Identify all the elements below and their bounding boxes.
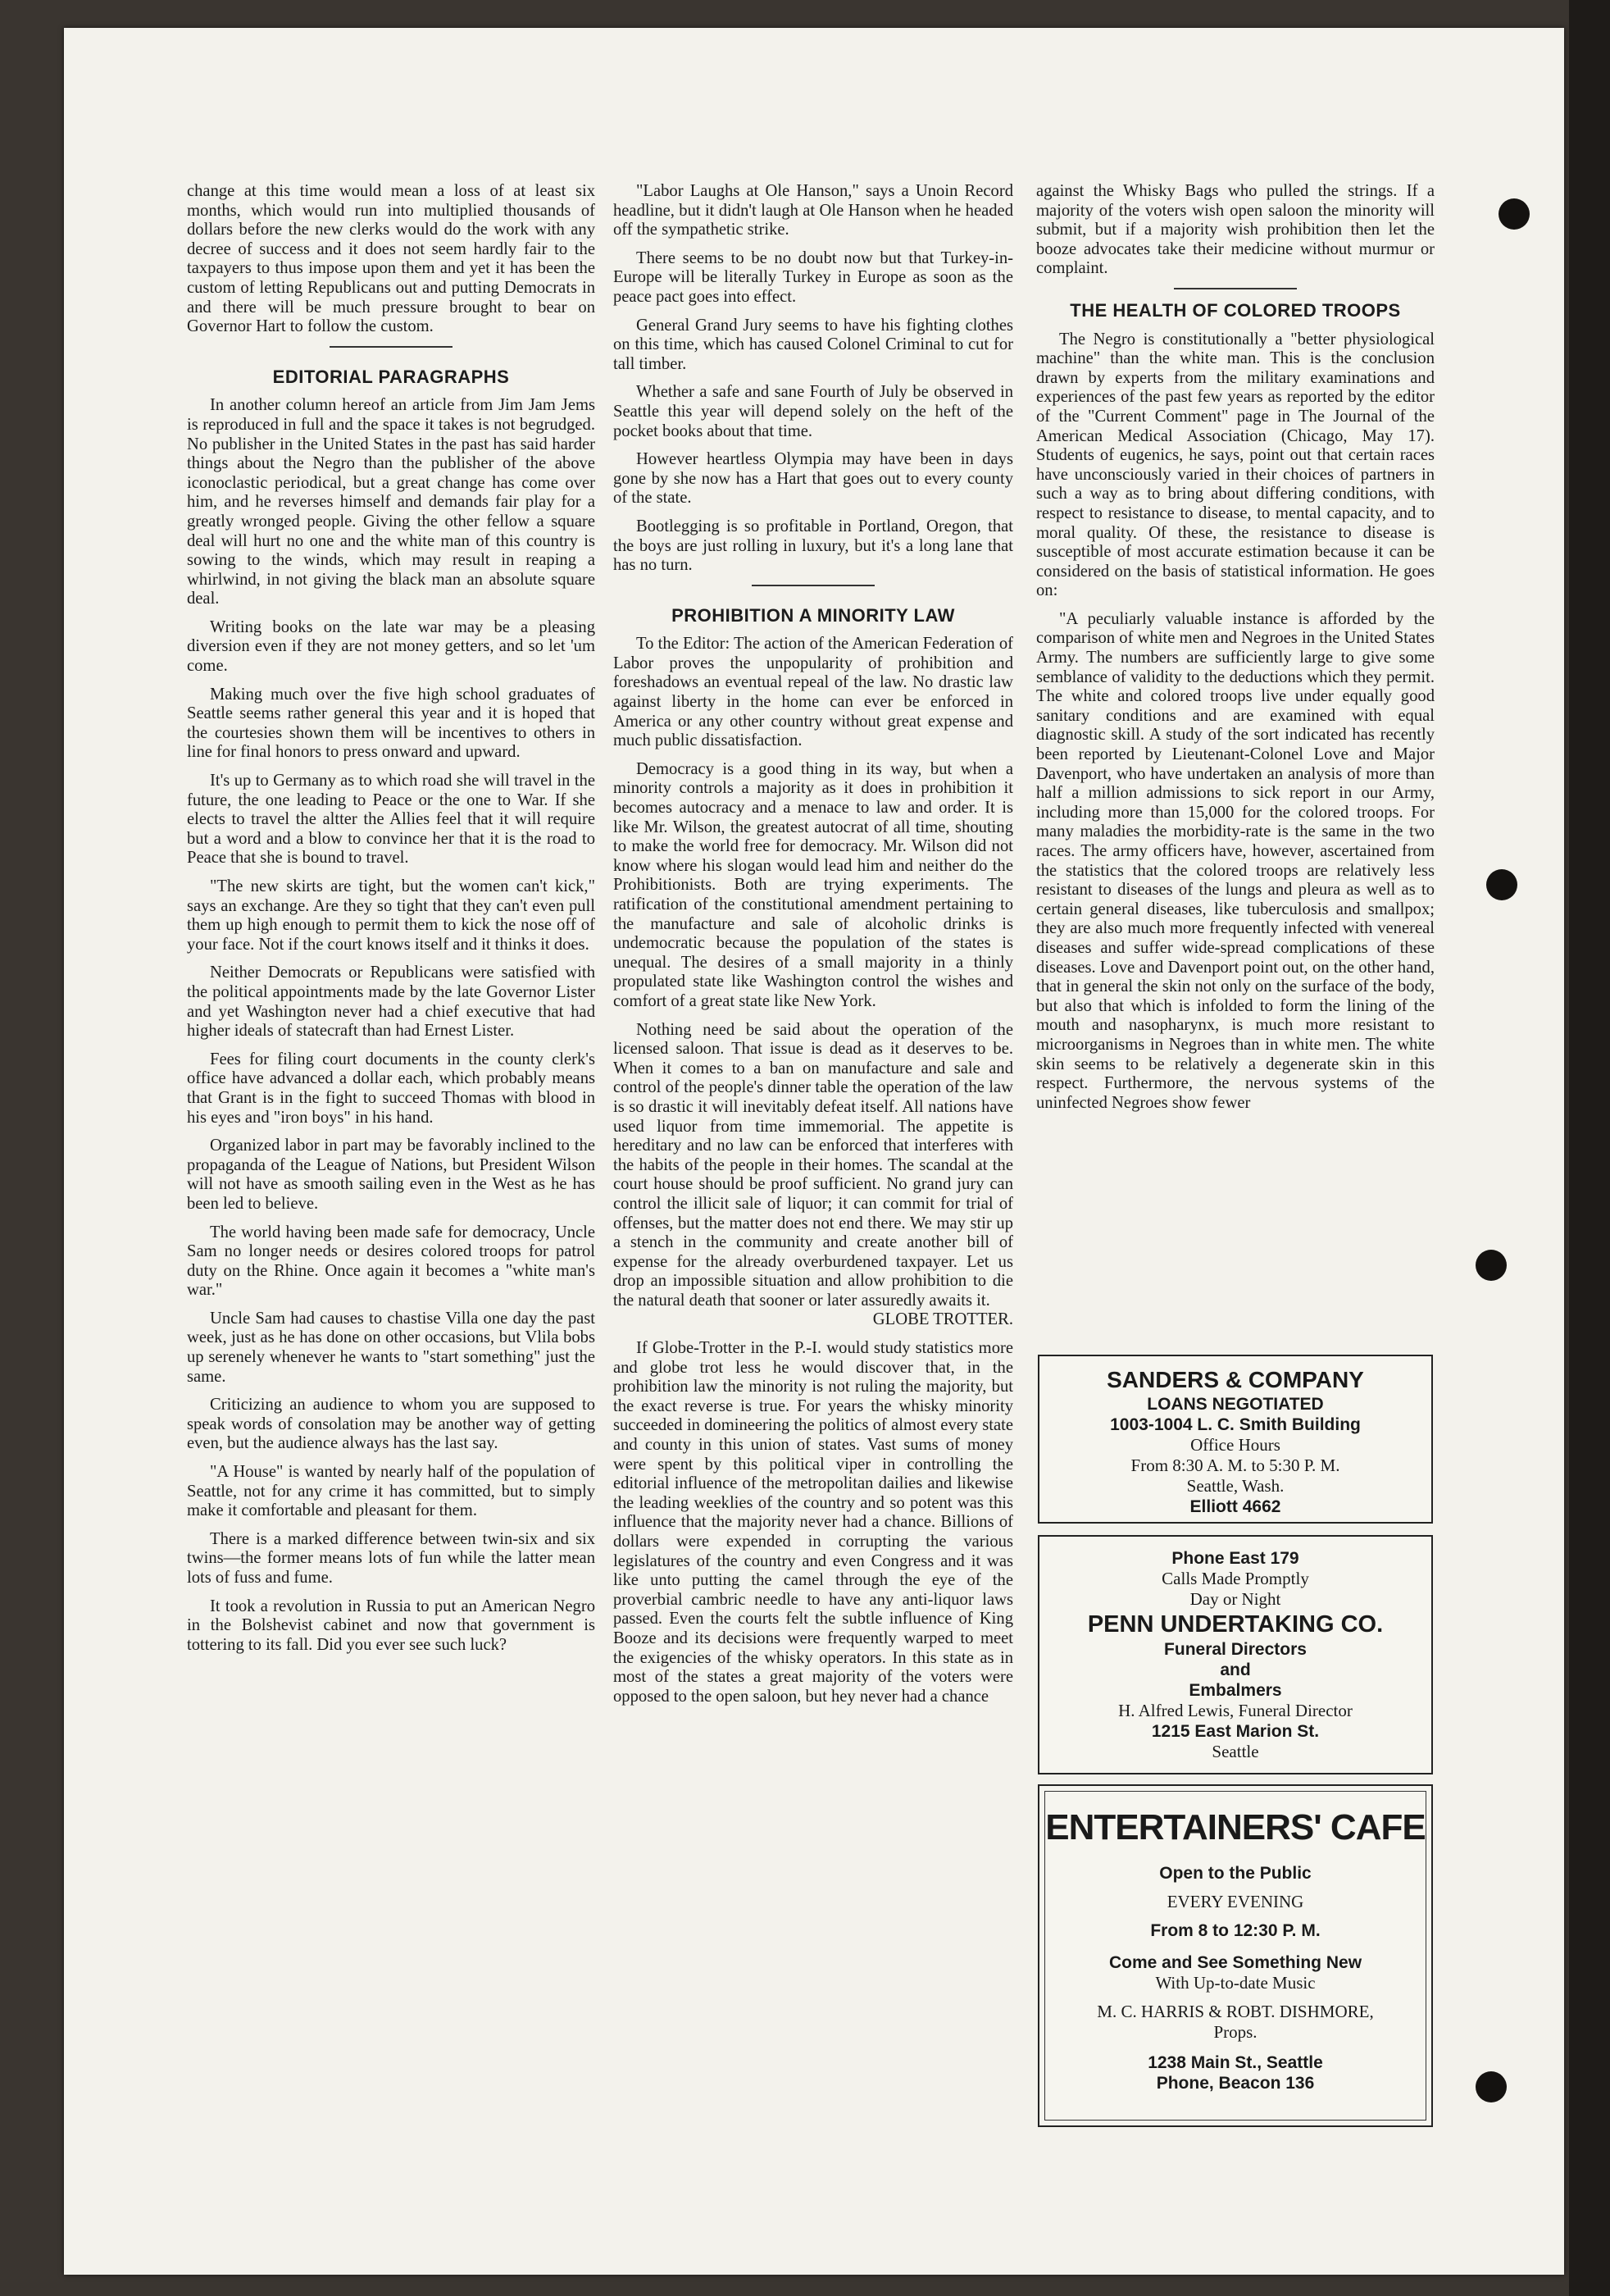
ad-line: Come and See Something New xyxy=(1108,1953,1362,1972)
ad-line: Calls Made Promptly xyxy=(1162,1569,1309,1588)
letter-paragraph: To the Editor: The action of the American Federation of Labor proves the unpopularity of prohibition and foreshadows an eventual repeal of the law. No drastic law against liberty in the home can ever be enforced in America or any other country without great expense and much public dissatisfaction. xyxy=(613,635,1013,750)
section-heading: EDITORIAL PARAGRAPHS xyxy=(272,366,510,387)
paragraph: Making much over the five high school graduates of Seattle seems rather general this year and it is hoped that the courtesies shown them will be incentives to others in line for final honors to press onward and upward. xyxy=(187,685,595,762)
reply-paragraph: If Globe-Trotter in the P.-I. would study statistics more and globe trot less he would discover that, in the prohibition law the minority is not ruling the majority, but the exact reverse is true. For years the whisky minority succeeded in domineering the politics of almost every state and county in this union of states. Vast sums of money were spent by this political viper in controlling the editorial influence of the metropolitan dailies and likewise the leading weeklies of the country and so potent was this influence that the majority never had a chance. Billions of dollars were expended in corrupting the various legislatures of the country and even Congress and it was like unto putting the camel through the eye of the proverbial cambric needle to have any anti-liquor laws passed. Even the courts felt the subtle influence of King Booze and its decisions were frequently warped to meet the exigencies of the whisky operators. In this state as in most of the states a great majority of the voters were opposed to the open saloon, but hey never had a chance xyxy=(613,1339,1013,1706)
paragraph: Bootlegging is so profitable in Portland, Oregon, that the boys are just rolling in luxury, but it's a long lane that has no turn. xyxy=(613,517,1013,575)
article-continuation: change at this time would mean a loss of at least six months, which would run into multiplied thousands of dollars before the new clerks would do the work with any decree of success and it does not seem hardly fair to the taxpayers to thus impose upon them and yet it has been the custom of letting Republicans out and putting Democrats in and there will be much pressure brought to bear on Governor Hart to follow the custom. xyxy=(187,182,595,336)
ad-proprietors: M. C. HARRIS & ROBT. DISHMORE, xyxy=(1097,2002,1374,2021)
binder-hole xyxy=(1476,1250,1507,1281)
paragraph: "A peculiarly valuable instance is afforded by the comparison of white men and Negroes in the United States Army. The numbers are sufficiently large to give some semblance of validity to the deductions which they permit. The white and colored troops live under equally good sanitary conditions and are examined with equal diagnostic skill. A study of the sort indicated has recently been reported by Lieutenant-Colonel Love and Major Davenport, who have undertaken an analysis of more than half a million admissions to sick report in our Army, including more than 15,000 for the colored troops. For many maladies the morbidity-rate is the same in the two races. The army officers have, however, ascertained from the statistics that the colored troops are relatively less resistant to diseases of the lungs and pleura as well as to certain general diseases, like tuberculosis and smallpox; they are also much more frequently infected with venereal diseases and suffer wide-spread complications of these diseases. Love and Davenport point out, on the other hand, that in general the skin not only on the surface of the body, but also that which is infolded to form the lining of the mouth and nasopharynx, is much more resistant to microorganisms in Negroes than in white men. The white skin seems to be relatively a degenerate skin in this respect. Furthermore, the nervous systems of the uninfected Negroes show fewer xyxy=(1036,609,1435,1112)
binder-hole xyxy=(1499,198,1530,230)
ad-title: ENTERTAINERS' CAFE xyxy=(1045,1807,1426,1847)
paragraph: "A House" is wanted by nearly half of the population of Seattle, not for any crime it has committed, but to simply make it comfortable and pleasant for them. xyxy=(187,1463,595,1520)
ad-line: With Up-to-date Music xyxy=(1155,1973,1316,1993)
ad-address: 1003-1004 L. C. Smith Building xyxy=(1110,1415,1361,1434)
letter-signature: GLOBE TROTTER. xyxy=(872,1310,1013,1329)
ad-title: PENN UNDERTAKING CO. xyxy=(1087,1611,1384,1638)
column-1 xyxy=(187,182,595,1664)
binder-hole xyxy=(1476,2071,1507,2102)
paragraph: In another column hereof an article from Jim Jam Jems is reproduced in full and the space it takes is not begrudged. No publisher in the United States in the past has said harder things about the Negro than the publisher of the above iconoclastic periodical, but a great change has come over him, and he reverses himself and demands fair play for a greatly wronged people. Giving the other fellow a square deal will hurt no one and the white man of this country is sowing to the winds, which may result in reaping a whirlwind, in not giving the black man an absolute square deal. xyxy=(187,396,595,608)
entertainers-cafe-ad xyxy=(1038,1784,1433,2127)
paragraph: Criticizing an audience to whom you are supposed to speak words of consolation may be another way of getting even, but the audience always has the last say. xyxy=(187,1396,595,1453)
section-heading: PROHIBITION A MINORITY LAW xyxy=(671,604,955,626)
paragraph: It took a revolution in Russia to put an American Negro in the Bolshevist cabinet and now that government is tottering to its fall. Did you ever see such luck? xyxy=(187,1597,595,1654)
column-2 xyxy=(613,182,1013,1715)
article-continuation: against the Whisky Bags who pulled the strings. If a majority of the voters wish open saloon the minority will submit, but if a majority wish prohibition then let the booze advocates take their medicine without murmur or complaint. xyxy=(1036,182,1435,278)
ad-city: Seattle, Wash. xyxy=(1186,1476,1285,1496)
divider xyxy=(330,346,453,348)
paragraph: "The new skirts are tight, but the women can't kick," says an exchange. Are they so tight that they can't even pull them up high enough to permit them to kick the nose off of your face. Not if the court knows itself and it thinks it does. xyxy=(187,877,595,954)
ad-hours: From 8 to 12:30 P. M. xyxy=(1150,1921,1321,1940)
section-heading: THE HEALTH OF COLORED TROOPS xyxy=(1070,299,1401,321)
ad-hours: From 8:30 A. M. to 5:30 P. M. xyxy=(1130,1456,1340,1475)
ad-line: Funeral Directors xyxy=(1164,1640,1307,1659)
column-3 xyxy=(1036,182,1435,1122)
binder-hole xyxy=(1486,869,1517,900)
ad-proprietors-label: Props. xyxy=(1213,2022,1258,2042)
ad-director: H. Alfred Lewis, Funeral Director xyxy=(1118,1701,1353,1720)
paragraph: The Negro is constitutionally a "better physiological machine" than the white man. This is the conclusion drawn by experts from the military examinations and experiences of the past few years as reported by the editor of the "Current Comment" page in The Journal of the American Medical Association (Chicago, May 17). Students of eugenics, he says, point out that certain races have unconsciously varied in their choices of partners in such a way as to bring about differing conditions, with respect to resistance to disease, to mental capacity, and to moral quality. Of these, the resistance to disease is susceptible of most accurate estimation because it can be considered on the basis of statistical information. He goes on: xyxy=(1036,330,1435,600)
paragraph: General Grand Jury seems to have his fighting clothes on this time, which has caused Colonel Criminal to cut for tall timber. xyxy=(613,316,1013,373)
ad-city: Seattle xyxy=(1212,1742,1259,1761)
ad-line: Day or Night xyxy=(1189,1589,1281,1609)
ad-line: Open to the Public xyxy=(1159,1864,1312,1883)
paragraph: However heartless Olympia may have been in days gone by she now has a Hart that goes out to every county of the state. xyxy=(613,450,1013,508)
paragraph: Fees for filing court documents in the county clerk's office have advanced a dollar each, which probably means that Grant is in the fight to succeed Thomas with blood in his eyes and "iron boys" in his hand. xyxy=(187,1050,595,1127)
paragraph: "Labor Laughs at Ole Hanson," says a Unoin Record headline, but it didn't laugh at Ole Hanson when he headed off the sympathetic strike. xyxy=(613,182,1013,239)
paragraph: The world having been made safe for democracy, Uncle Sam no longer needs or desires colored troops for patrol duty on the Rhine. Once again it becomes a "white man's war." xyxy=(187,1223,595,1300)
ad-phone: Phone, Beacon 136 xyxy=(1156,2074,1315,2093)
paragraph: There is a marked difference between twin-six and six twins—the former means lots of fun while the latter mean lots of fuss and fume. xyxy=(187,1529,595,1587)
ad-line: Embalmers xyxy=(1189,1681,1282,1700)
paragraph: Organized labor in part may be favorably inclined to the propaganda of the League of Nations, but President Wilson will not have as smooth sailing even in the West as he has been led to believe. xyxy=(187,1137,595,1213)
ad-tagline: LOANS NEGOTIATED xyxy=(1147,1395,1324,1414)
penn-undertaking-ad xyxy=(1038,1535,1433,1774)
ad-address: 1215 East Marion St. xyxy=(1151,1722,1320,1741)
paragraph: Writing books on the late war may be a pleasing diversion even if they are not money getters, and so let 'um come. xyxy=(187,617,595,676)
ad-line: and xyxy=(1220,1660,1251,1679)
paragraph: Whether a safe and sane Fourth of July be observed in Seattle this year will depend solely on the heft of the pocket books about that time. xyxy=(613,383,1013,440)
ad-hours-label: Office Hours xyxy=(1190,1435,1280,1455)
paragraph: There seems to be no doubt now but that Turkey-in-Europe will be literally Turkey in Europe as soon as the peace pact goes into effect. xyxy=(613,248,1013,306)
divider xyxy=(1174,288,1297,289)
letter-paragraph: Nothing need be said about the operation of the licensed saloon. That issue is dead as it deserves to be. When it comes to a ban on manufacture and sale and control of the people's dinner table the operation of the law is so drastic it will inevitably defeat itself. All nations have used liquor from time immemorial. The appetite is hereditary and no law can be enforced that interferes with the habits of the people in their homes. The scandal at the court house should be proof sufficient. No grand jury can control the illicit sale of liquor; it can commit for trial of offenses, but the matter does not end there. We may stir up a stench in the community and create another bill of expense for the already overburdened taxpayer. Let us drop an impossible situation and allow prohibition to die the natural death that sooner or later assuredly awaits it. xyxy=(613,1020,1013,1310)
paragraph: It's up to Germany as to which road she will travel in the future, the one leading to Peace or the one to War. If she elects to travel the altter the Allies feel that it will require but a word and a blow to convince her that it is the road to Peace that she is bound to travel. xyxy=(187,772,595,868)
paragraph: Neither Democrats or Republicans were satisfied with the political appointments made by the late Governor Lister and yet Washington never had a chief executive that had higher ideals of statecraft than had Ernest Lister. xyxy=(187,963,595,1041)
paragraph: Uncle Sam had causes to chastise Villa one day the past week, just as he has done on other occasions, but Vlila bobs up serenely whenever he wants to "start something" just the same. xyxy=(187,1309,595,1386)
sanders-company-ad xyxy=(1038,1355,1433,1524)
divider xyxy=(752,585,875,586)
ad-phone: Elliott 4662 xyxy=(1189,1497,1281,1516)
ad-line: EVERY EVENING xyxy=(1167,1892,1304,1911)
ad-address: 1238 Main St., Seattle xyxy=(1148,2053,1323,2072)
ad-title: SANDERS & COMPANY xyxy=(1107,1367,1364,1392)
letter-paragraph: Democracy is a good thing in its way, but when a minority controls a majority as it does in prohibition it becomes autocracy and a menace to law and order. It is like Mr. Wilson, the greatest autocrat of all time, shouting to make the world free for democracy. Mr. Wilson did not know where his slogan would lead him and neither do the Prohibitionists. Both are trying experiments. The ratification of the constitutional amendment pertaining to the manufacture and sale of alcoholic drinks is undemocratic because the population of the states is unequal. The desires of a small majority in a thinly propulated state like Washington control the wishes and comfort of a great state like New York. xyxy=(613,759,1013,1010)
film-edge xyxy=(1569,0,1610,2296)
ad-phone: Phone East 179 xyxy=(1171,1549,1299,1568)
